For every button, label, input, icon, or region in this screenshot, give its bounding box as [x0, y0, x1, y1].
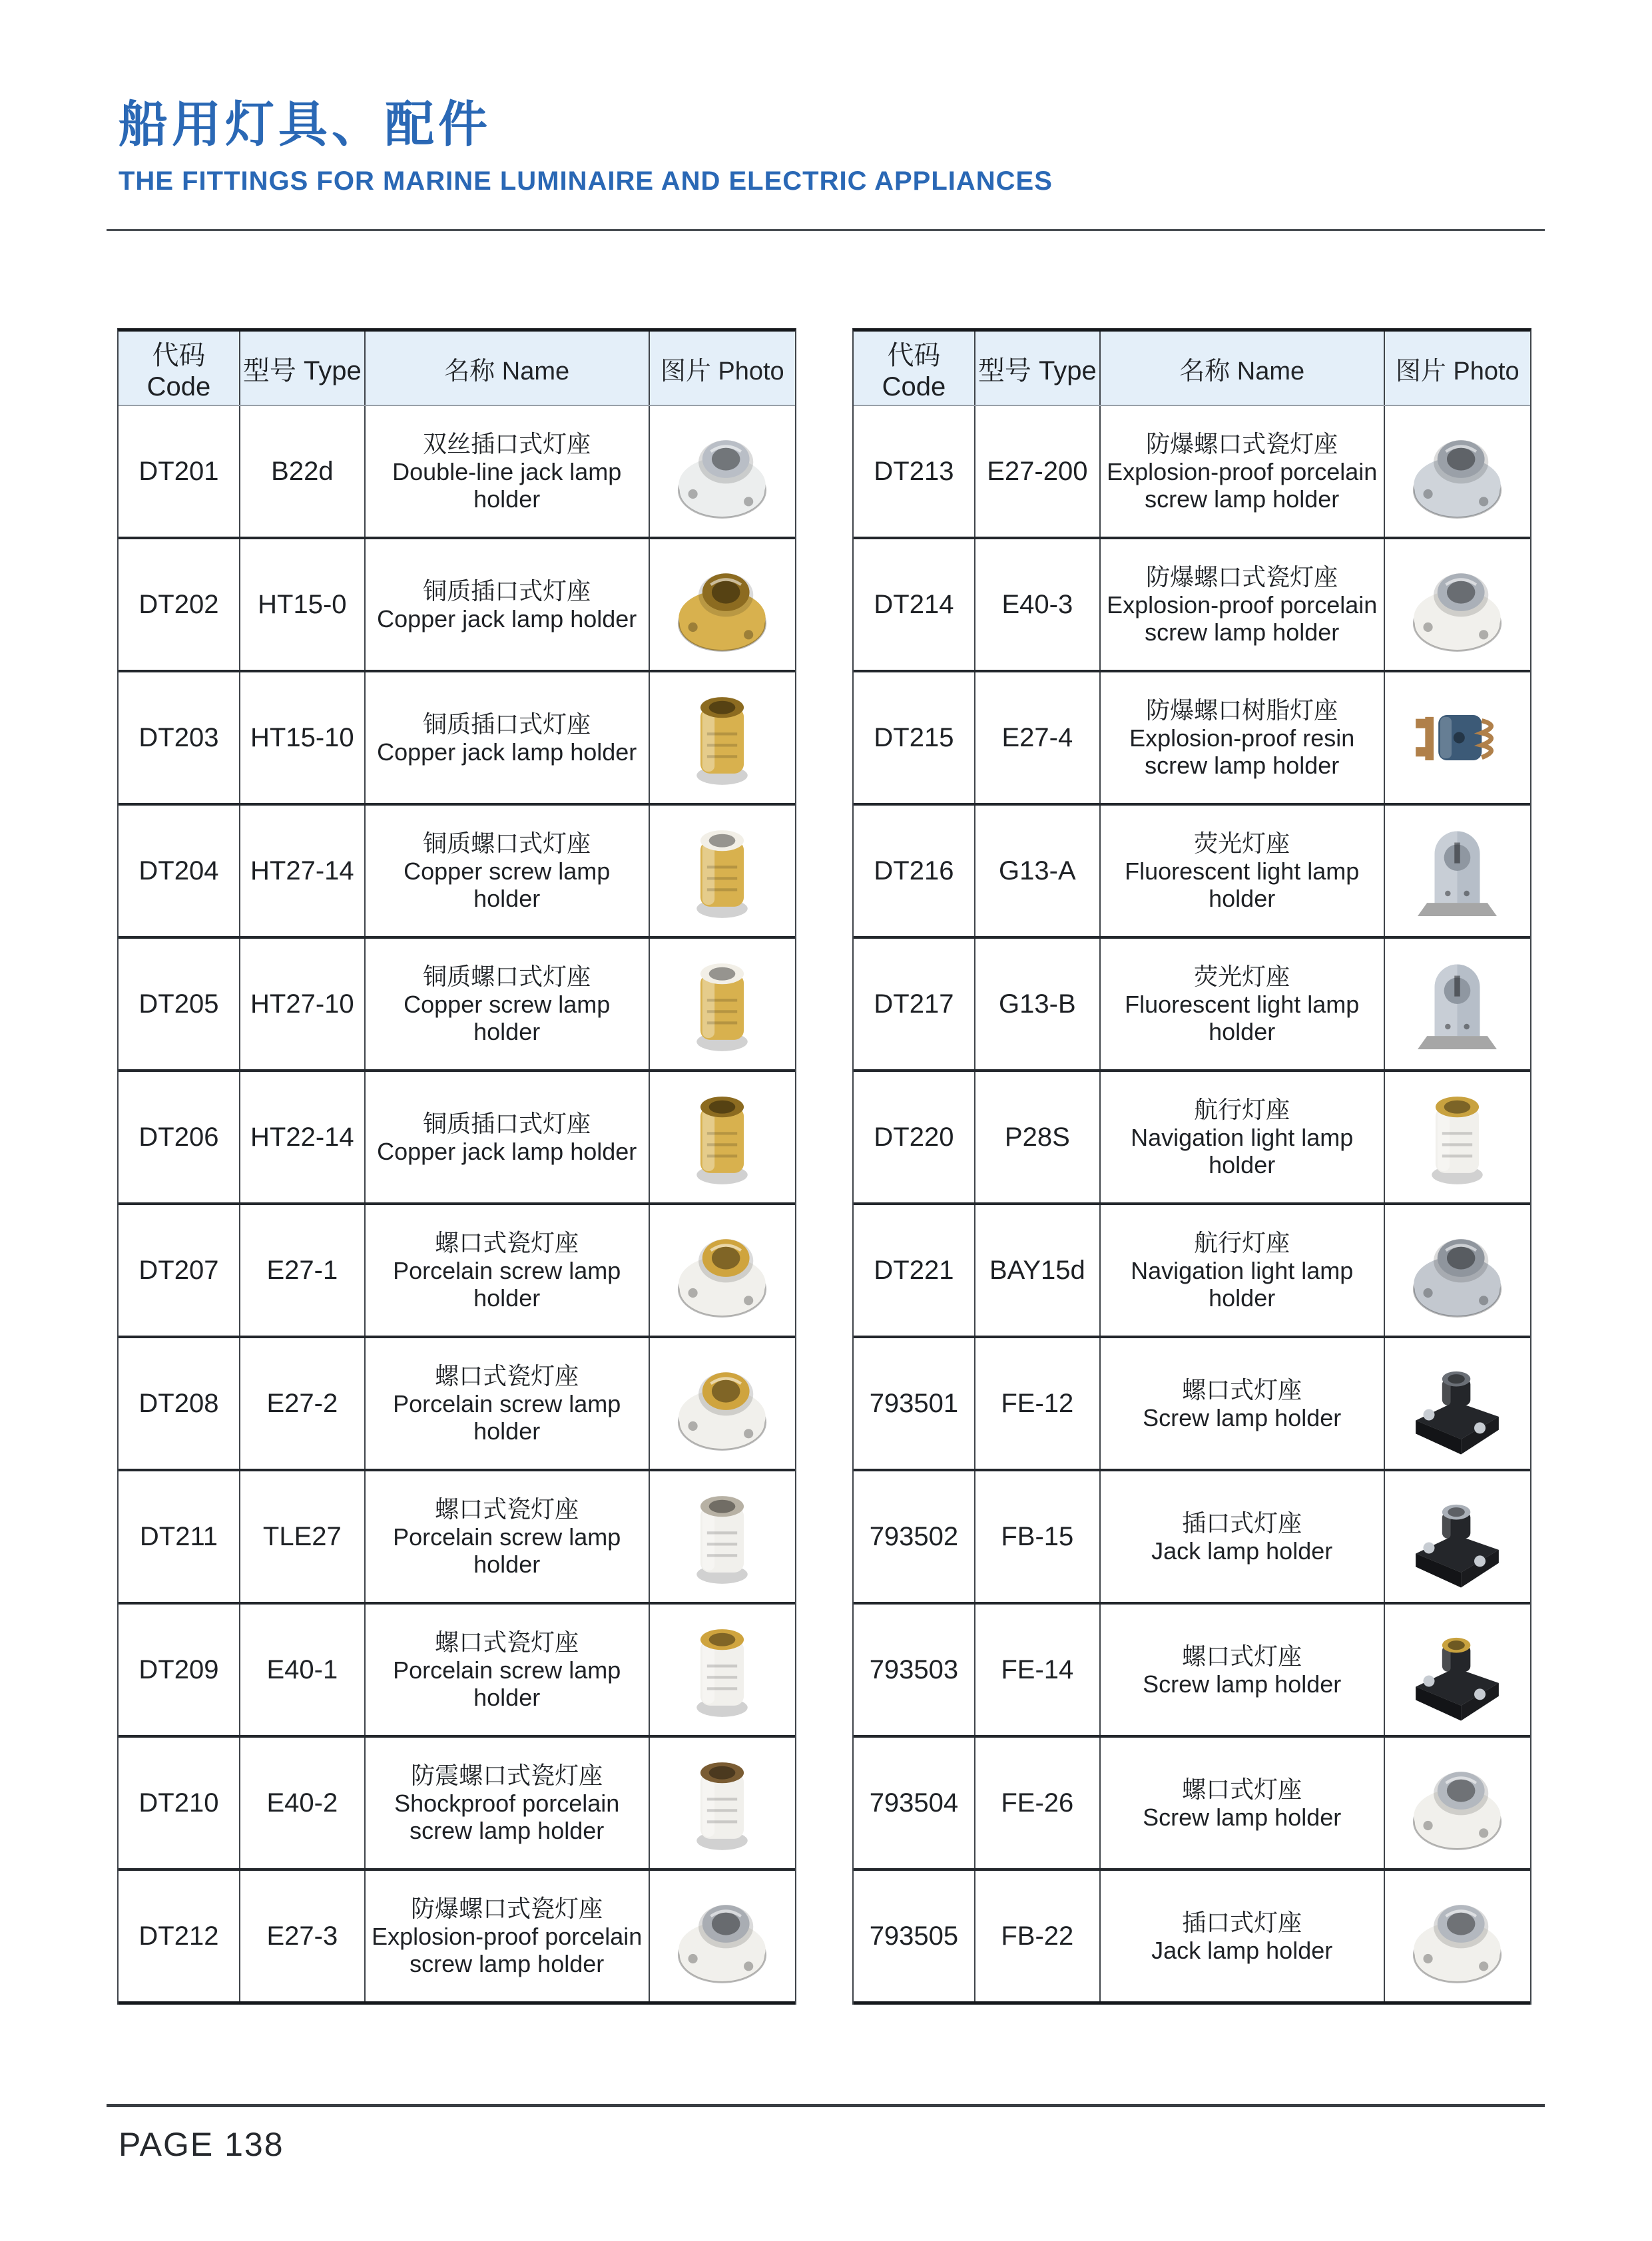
product-code: DT206 [119, 1072, 240, 1202]
product-photo-cell [650, 1072, 795, 1202]
product-code: DT212 [119, 1871, 240, 2001]
product-photo-cell [650, 1338, 795, 1469]
lamp-holder-photo-icon [661, 1480, 784, 1593]
product-code: DT203 [119, 672, 240, 803]
product-code: DT221 [854, 1205, 975, 1336]
product-name-cn: 螺口式灯座 [1182, 1775, 1302, 1803]
catalog-table-right [852, 328, 1531, 2005]
lamp-holder-photo-icon [1396, 1879, 1519, 1993]
product-type: E27-3 [240, 1871, 366, 2001]
product-name-cn: 防爆螺口式瓷灯座 [1146, 563, 1338, 591]
table-row [119, 1338, 795, 1471]
product-code: DT216 [854, 806, 975, 936]
product-code: DT214 [854, 539, 975, 670]
header-divider [107, 229, 1545, 231]
product-name [1101, 406, 1385, 537]
product-code: 793502 [854, 1471, 975, 1602]
product-name [366, 672, 650, 803]
product-name-en: Explosion-proof resin screw lamp holder [1129, 724, 1355, 779]
product-photo-cell [650, 1738, 795, 1868]
product-name-cn: 航行灯座 [1194, 1229, 1290, 1256]
lamp-holder-photo-icon [661, 415, 784, 528]
product-name [1101, 1471, 1385, 1602]
product-photo-cell [1385, 1205, 1530, 1336]
product-type: FB-15 [975, 1471, 1101, 1602]
product-photo-cell [1385, 1871, 1530, 2001]
table-header-row [119, 332, 795, 406]
table-row [119, 939, 795, 1072]
product-name [366, 1605, 650, 1735]
product-type: FE-26 [975, 1738, 1101, 1868]
lamp-holder-photo-icon [1396, 1347, 1519, 1460]
lamp-holder-photo-icon [1396, 681, 1519, 794]
column-header-photo: 图片 Photo [1395, 357, 1519, 385]
table-row [854, 806, 1530, 939]
product-name [366, 1871, 650, 2001]
product-name-cn: 螺口式瓷灯座 [435, 1362, 579, 1389]
product-name [1101, 1871, 1385, 2001]
lamp-holder-photo-icon [661, 1214, 784, 1327]
product-code: DT213 [854, 406, 975, 537]
product-photo-cell [650, 1605, 795, 1735]
product-type: FE-12 [975, 1338, 1101, 1469]
table-row [854, 1338, 1530, 1471]
product-photo-cell [1385, 406, 1530, 537]
lamp-holder-photo-icon [1396, 1214, 1519, 1327]
product-name-en: Screw lamp holder [1143, 1403, 1342, 1431]
product-name-en: Copper screw lamp holder [404, 991, 611, 1045]
product-name [366, 1205, 650, 1336]
product-type: P28S [975, 1072, 1101, 1202]
product-type: E27-1 [240, 1205, 366, 1336]
product-code: DT210 [119, 1738, 240, 1868]
product-photo-cell [650, 1205, 795, 1336]
product-code: 793501 [854, 1338, 975, 1469]
product-photo-cell [650, 1471, 795, 1602]
product-name-en: Copper jack lamp holder [377, 605, 637, 632]
product-photo-cell [1385, 1338, 1530, 1469]
product-photo-cell [1385, 1605, 1530, 1735]
product-code: DT217 [854, 939, 975, 1069]
table-row [119, 1605, 795, 1738]
product-photo-cell [1385, 1738, 1530, 1868]
table-row [854, 1205, 1530, 1338]
product-name-cn: 铜质插口式灯座 [423, 1109, 591, 1137]
product-name-cn: 螺口式瓷灯座 [435, 1495, 579, 1523]
product-code: 793503 [854, 1605, 975, 1735]
product-type: E40-2 [240, 1738, 366, 1868]
product-name-en: Porcelain screw lamp holder [393, 1656, 621, 1711]
product-type: E27-2 [240, 1338, 366, 1469]
product-type: E40-1 [240, 1605, 366, 1735]
product-name-cn: 防爆螺口树脂灯座 [1146, 696, 1338, 724]
table-header-row [854, 332, 1530, 406]
product-code: DT211 [119, 1471, 240, 1602]
product-name-en: Screw lamp holder [1143, 1803, 1342, 1831]
lamp-holder-photo-icon [661, 681, 784, 794]
product-name-en: Copper jack lamp holder [377, 1137, 637, 1165]
product-photo-cell [650, 539, 795, 670]
table-row [119, 1471, 795, 1605]
product-name-en: Navigation light lamp holder [1131, 1124, 1354, 1178]
product-name-cn: 螺口式灯座 [1182, 1375, 1302, 1403]
lamp-holder-photo-icon [661, 1081, 784, 1194]
product-type: TLE27 [240, 1471, 366, 1602]
product-name [366, 806, 650, 936]
column-header-code: 代码 Code [119, 332, 240, 405]
table-row [854, 1871, 1530, 2005]
lamp-holder-photo-icon [661, 1879, 784, 1993]
product-code: DT204 [119, 806, 240, 936]
column-header-name: 名称 Name [1101, 332, 1385, 405]
product-name-en: Jack lamp holder [1151, 1537, 1333, 1565]
product-name-en: Navigation light lamp holder [1131, 1257, 1354, 1312]
product-name-cn: 铜质插口式灯座 [423, 710, 591, 738]
page-number: PAGE 138 [119, 2126, 284, 2163]
table-row [119, 1871, 795, 2005]
lamp-holder-photo-icon [1396, 947, 1519, 1061]
product-name-en: Porcelain screw lamp holder [393, 1390, 621, 1445]
product-name-cn: 螺口式瓷灯座 [435, 1229, 579, 1256]
product-name-cn: 铜质螺口式灯座 [423, 963, 591, 990]
product-type: HT22-14 [240, 1072, 366, 1202]
product-name-en: Copper screw lamp holder [404, 858, 611, 912]
product-name-cn: 航行灯座 [1194, 1096, 1290, 1123]
table-row [119, 1205, 795, 1338]
column-header-type: 型号 Type [975, 332, 1101, 405]
product-name-cn: 插口式灯座 [1182, 1908, 1302, 1936]
lamp-holder-photo-icon [661, 548, 784, 661]
column-header-name: 名称 Name [366, 332, 650, 405]
table-row [854, 1072, 1530, 1205]
lamp-holder-photo-icon [661, 1613, 784, 1726]
table-row [119, 1072, 795, 1205]
table-row [119, 1738, 795, 1871]
product-code: DT202 [119, 539, 240, 670]
product-photo-cell [650, 406, 795, 537]
product-photo-cell [650, 806, 795, 936]
product-photo-cell [1385, 1471, 1530, 1602]
product-photo-cell [1385, 1072, 1530, 1202]
product-name-cn: 防震螺口式瓷灯座 [411, 1762, 603, 1789]
table-row [854, 406, 1530, 539]
product-name-cn: 铜质螺口式灯座 [423, 830, 591, 857]
product-name-cn: 防爆螺口式瓷灯座 [411, 1895, 603, 1922]
lamp-holder-photo-icon [1396, 548, 1519, 661]
product-name-en: Jack lamp holder [1151, 1936, 1333, 1964]
product-photo-cell [650, 672, 795, 803]
product-photo-cell [1385, 672, 1530, 803]
lamp-holder-photo-icon [661, 947, 784, 1061]
product-name-cn: 铜质插口式灯座 [423, 577, 591, 605]
product-type: HT27-14 [240, 806, 366, 936]
product-name-en: Screw lamp holder [1143, 1670, 1342, 1698]
table-row [854, 939, 1530, 1072]
product-name [1101, 672, 1385, 803]
product-name-cn: 双丝插口式灯座 [423, 430, 591, 457]
product-type: E40-3 [975, 539, 1101, 670]
product-name [366, 406, 650, 537]
product-name-en: Explosion-proof porcelain screw lamp holder [1107, 591, 1378, 646]
column-header-photo: 图片 Photo [660, 357, 784, 385]
product-code: DT207 [119, 1205, 240, 1336]
product-code: DT215 [854, 672, 975, 803]
product-code: DT205 [119, 939, 240, 1069]
product-code: DT209 [119, 1605, 240, 1735]
product-name [1101, 539, 1385, 670]
product-name-en: Explosion-proof porcelain screw lamp holder [372, 1923, 643, 1977]
product-name [1101, 1072, 1385, 1202]
product-name-cn: 防爆螺口式瓷灯座 [1146, 430, 1338, 457]
product-type: FE-14 [975, 1605, 1101, 1735]
catalog-table-left [117, 328, 796, 2005]
product-code: DT220 [854, 1072, 975, 1202]
product-name [1101, 939, 1385, 1069]
product-name [366, 1072, 650, 1202]
product-type: B22d [240, 406, 366, 537]
product-name [1101, 1338, 1385, 1469]
column-header-code: 代码 Code [854, 332, 975, 405]
product-code: DT201 [119, 406, 240, 537]
product-name-en: Porcelain screw lamp holder [393, 1257, 621, 1312]
product-name [1101, 806, 1385, 936]
product-name-en: Copper jack lamp holder [377, 738, 637, 766]
lamp-holder-photo-icon [1396, 415, 1519, 528]
product-code: DT208 [119, 1338, 240, 1469]
product-photo-cell [1385, 539, 1530, 670]
table-row [854, 539, 1530, 672]
lamp-holder-photo-icon [661, 814, 784, 927]
product-photo-cell [1385, 939, 1530, 1069]
product-type: G13-A [975, 806, 1101, 936]
product-name-cn: 插口式灯座 [1182, 1509, 1302, 1537]
product-name [366, 539, 650, 670]
product-name [366, 1738, 650, 1868]
page-subtitle: THE FITTINGS FOR MARINE LUMINAIRE AND ELECTRIC APPLIANCES [119, 166, 1053, 196]
product-name-cn: 螺口式瓷灯座 [435, 1628, 579, 1656]
table-row [119, 539, 795, 672]
lamp-holder-photo-icon [661, 1746, 784, 1860]
product-name-en: Explosion-proof porcelain screw lamp holder [1107, 458, 1378, 513]
table-row [119, 406, 795, 539]
product-name [1101, 1605, 1385, 1735]
product-name [366, 1471, 650, 1602]
product-type: G13-B [975, 939, 1101, 1069]
lamp-holder-photo-icon [661, 1347, 784, 1460]
product-photo-cell [650, 1871, 795, 2001]
lamp-holder-photo-icon [1396, 1081, 1519, 1194]
product-name [1101, 1738, 1385, 1868]
lamp-holder-photo-icon [1396, 1746, 1519, 1860]
product-code: 793504 [854, 1738, 975, 1868]
product-name-en: Double-line jack lamp holder [392, 458, 622, 513]
product-name-en: Fluorescent light lamp holder [1125, 858, 1360, 912]
product-photo-cell [650, 939, 795, 1069]
table-row [854, 1738, 1530, 1871]
table-row [119, 672, 795, 806]
footer-divider [107, 2104, 1545, 2107]
product-code: 793505 [854, 1871, 975, 2001]
table-row [854, 1471, 1530, 1605]
product-type: HT15-10 [240, 672, 366, 803]
product-type: FB-22 [975, 1871, 1101, 2001]
lamp-holder-photo-icon [1396, 814, 1519, 927]
product-name-en: Fluorescent light lamp holder [1125, 991, 1360, 1045]
table-row [119, 806, 795, 939]
product-name-cn: 荧光灯座 [1194, 963, 1290, 990]
product-name-cn: 螺口式灯座 [1182, 1642, 1302, 1670]
product-type: HT27-10 [240, 939, 366, 1069]
product-name [1101, 1205, 1385, 1336]
product-name-en: Shockproof porcelain screw lamp holder [394, 1790, 620, 1844]
product-name-cn: 荧光灯座 [1194, 830, 1290, 857]
product-type: E27-4 [975, 672, 1101, 803]
product-type: HT15-0 [240, 539, 366, 670]
product-name-en: Porcelain screw lamp holder [393, 1523, 621, 1578]
product-photo-cell [1385, 806, 1530, 936]
product-type: E27-200 [975, 406, 1101, 537]
table-row [854, 672, 1530, 806]
lamp-holder-photo-icon [1396, 1613, 1519, 1726]
product-name [366, 939, 650, 1069]
product-type: BAY15d [975, 1205, 1101, 1336]
lamp-holder-photo-icon [1396, 1480, 1519, 1593]
table-row [854, 1605, 1530, 1738]
product-name [366, 1338, 650, 1469]
page-title: 船用灯具、配件 [119, 97, 491, 152]
column-header-type: 型号 Type [240, 332, 366, 405]
